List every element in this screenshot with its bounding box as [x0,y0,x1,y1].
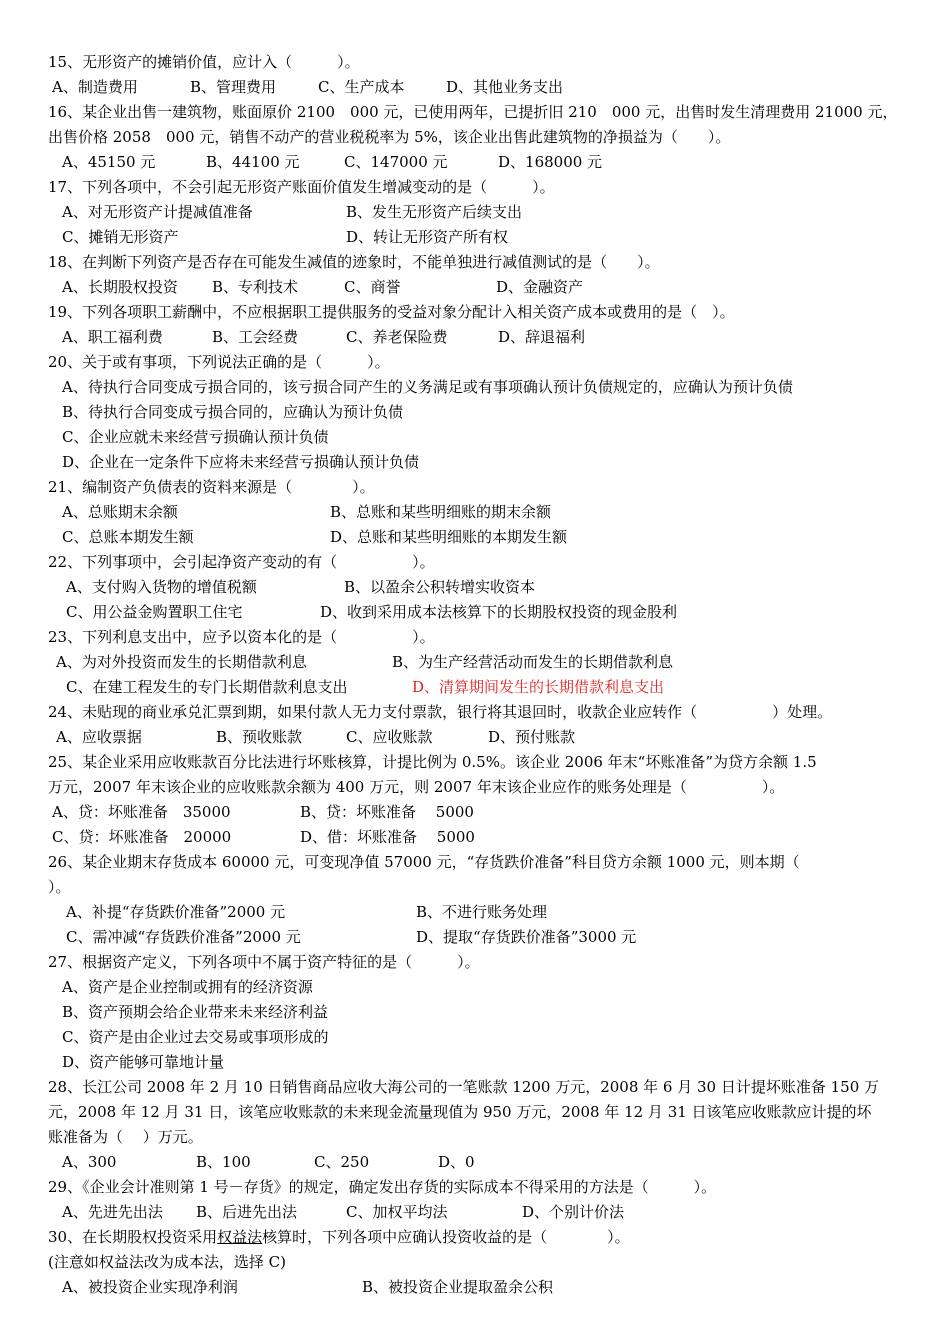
question-22: 22、下列事项中，会引起净资产变动的有（ ）。 [48,553,435,571]
q28-option-d: D、0 [438,1153,475,1171]
q19-option-a: A、职工福利费 [62,328,163,346]
question-28-cont: 元，2008 年 12 月 31 日，该笔应收账款的未来现金流量现值为 950 万元，2008 年 12 月 31 日该笔应收账款应计提的坏 [48,1103,872,1121]
q17-option-b: B、发生无形资产后续支出 [346,203,523,221]
question-20: 20、关于或有事项，下列说法正确的是（ ）。 [48,353,390,371]
q21-option-d: D、总账和某些明细账的本期发生额 [330,528,568,546]
q28-option-c: C、250 [314,1153,370,1171]
q30-option-a: A、被投资企业实现净利润 [62,1278,238,1296]
q24-option-a: A、应收票据 [56,728,142,746]
q29-option-c: C、加权平均法 [346,1203,448,1221]
q29-option-b: B、后进先出法 [196,1203,298,1221]
q23-option-b: B、为生产经营活动而发生的长期借款利息 [392,653,674,671]
question-30-underlined-term: 权益法 [217,1228,263,1246]
q19-option-d: D、辞退福利 [498,328,586,346]
q18-option-b: B、专利技术 [212,278,299,296]
question-17: 17、下列各项中，不会引起无形资产账面价值发生增减变动的是（ ）。 [48,178,555,196]
q15-option-c: C、生产成本 [318,78,405,96]
q21-option-b: B、总账和某些明细账的期末余额 [330,503,552,521]
question-25: 25、某企业采用应收账款百分比法进行坏账核算，计提比例为 0.5%。该企业 2006 年末“坏账准备”为贷方余额 1.5 [48,753,817,771]
q20-option-d: D、企业在一定条件下应将未来经营亏损确认预计负债 [62,453,420,471]
q19-option-b: B、工会经费 [212,328,299,346]
q26-option-a: A、补提“存货跌价准备”2000 元 [66,903,286,921]
question-30 [48,1227,630,1247]
q27-option-d: D、资产能够可靠地计量 [62,1053,225,1071]
q25-option-a: A、贷：坏账准备 35000 [52,803,231,821]
question-28-cont-2: 账准备为（ ）万元。 [48,1128,203,1146]
q23-option-c: C、在建工程发生的专门长期借款利息支出 [66,678,348,696]
q20-option-c: C、企业应就未来经营亏损确认预计负债 [62,428,329,446]
q21-option-a: A、总账期末余额 [62,503,178,521]
question-29: 29、《企业会计准则第 1 号－存货》的规定，确定发出存货的实际成本不得采用的方法是（ ）。 [48,1178,717,1196]
q23-option-d-highlighted: D、清算期间发生的长期借款利息支出 [412,678,665,696]
q22-option-a: A、支付购入货物的增值税额 [66,578,257,596]
q18-option-a: A、长期股权投资 [62,278,178,296]
q21-option-c: C、总账本期发生额 [62,528,194,546]
q22-option-b: B、以盈余公积转增实收资本 [344,578,536,596]
q26-option-d: D、提取“存货跌价准备”3000 元 [416,928,637,946]
q27-option-c: C、资产是由企业过去交易或事项形成的 [62,1028,329,1046]
q22-option-d: D、收到采用成本法核算下的长期股权投资的现金股利 [320,603,678,621]
q29-option-d: D、个别计价法 [522,1203,625,1221]
q25-option-c: C、贷：坏账准备 20000 [52,828,232,846]
question-16: 16、某企业出售一建筑物，账面原价 2100 000 元，已使用两年，已提折旧 210 000 元，出售时发生清理费用 21000 元， [48,103,898,121]
q26-option-c: C、需冲减“存货跌价准备”2000 元 [66,928,301,946]
q28-option-a: A、300 [62,1153,117,1171]
q20-option-a: A、待执行合同变成亏损合同的，该亏损合同产生的义务满足或有事项确认预计负债规定的，应确认为预计负债 [62,378,793,396]
question-24: 24、未贴现的商业承兑汇票到期，如果付款人无力支付票款，银行将其退回时，收款企业应转作（ ）处理。 [48,703,833,721]
question-21: 21、编制资产负债表的资料来源是（ ）。 [48,478,375,496]
q25-option-d: D、借：坏账准备 5000 [300,828,475,846]
question-15: 15、无形资产的摊销价值，应计入（ ）。 [48,53,360,71]
q27-option-b: B、资产预期会给企业带来未来经济利益 [62,1003,329,1021]
question-16-cont: 出售价格 2058 000 元，销售不动产的营业税税率为 5%，该企业出售此建筑物的净损益为（ ）。 [48,128,731,146]
q19-option-c: C、养老保险费 [346,328,448,346]
question-26: 26、某企业期末存货成本 60000 元，可变现净值 57000 元，“存货跌价准备”科目贷方余额 1000 元，则本期（ [48,853,800,871]
q16-option-c: C、147000 元 [344,153,448,171]
question-26-cont: ）。 [48,878,71,896]
question-30-note: (注意如权益法改为成本法，选择 C) [48,1253,286,1271]
q20-option-b: B、待执行合同变成亏损合同的，应确认为预计负债 [62,403,404,421]
question-18: 18、在判断下列资产是否存在可能发生减值的迹象时，不能单独进行减值测试的是（ ）。 [48,253,660,271]
q18-option-c: C、商誉 [344,278,401,296]
q24-option-c: C、应收账款 [346,728,433,746]
q29-option-a: A、先进先出法 [62,1203,163,1221]
q30-option-b: B、被投资企业提取盈余公积 [362,1278,554,1296]
q24-option-b: B、预收账款 [216,728,303,746]
q16-option-b: B、44100 元 [206,153,300,171]
question-28: 28、长江公司 2008 年 2 月 10 日销售商品应收大海公司的一笔账款 1200 万元，2008 年 6 月 30 日计提坏账准备 150 万 [48,1078,880,1096]
q17-option-d: D、转让无形资产所有权 [346,228,509,246]
q16-option-d: D、168000 元 [498,153,603,171]
q17-option-c: C、摊销无形资产 [62,228,179,246]
q26-option-b: B、不进行账务处理 [416,903,548,921]
q17-option-a: A、对无形资产计提减值准备 [62,203,253,221]
question-25-cont: 万元，2007 年末该企业的应收账款余额为 400 万元，则 2007 年末该企业应作的账务处理是（ ）。 [48,778,785,796]
question-23: 23、下列利息支出中，应予以资本化的是（ ）。 [48,628,435,646]
question-30-part-1: 30、在长期股权投资采用 [48,1228,218,1246]
q28-option-b: B、100 [196,1153,251,1171]
q15-option-b: B、管理费用 [190,78,277,96]
q18-option-d: D、金融资产 [496,278,584,296]
q25-option-b: B、贷：坏账准备 5000 [300,803,474,821]
q23-option-a: A、为对外投资而发生的长期借款利息 [56,653,307,671]
q27-option-a: A、资产是企业控制或拥有的经济资源 [62,978,313,996]
q22-option-c: C、用公益金购置职工住宅 [66,603,243,621]
q24-option-d: D、预付账款 [488,728,576,746]
question-19: 19、下列各项职工薪酬中，不应根据职工提供服务的受益对象分配计入相关资产成本或费用的是（ ）。 [48,303,735,321]
question-30-part-2: 核算时，下列各项中应确认投资收益的是（ ）。 [262,1228,630,1246]
q15-option-a: A、制造费用 [52,78,138,96]
q16-option-a: A、45150 元 [62,153,156,171]
q15-option-d: D、其他业务支出 [446,78,564,96]
question-27: 27、根据资产定义，下列各项中不属于资产特征的是（ ）。 [48,953,480,971]
